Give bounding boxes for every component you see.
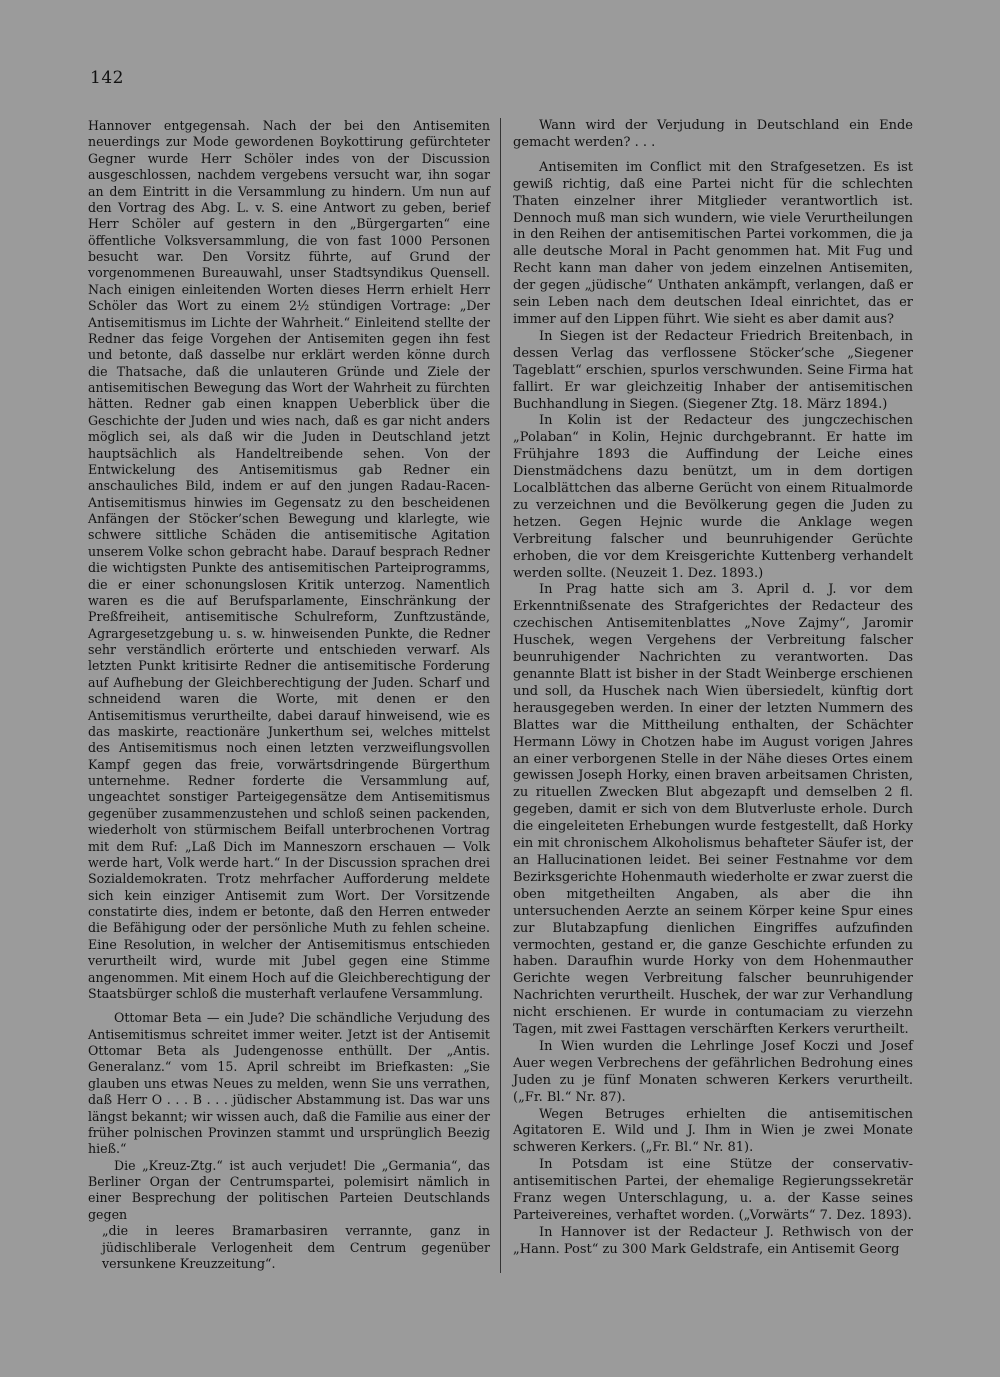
paragraph: Wann wird der Verjudung in Deutschland ein Ende gemacht werden? . . . [513,118,913,150]
right-column [513,118,913,1259]
paragraph: Antisemiten im Conflict mit den Strafgesetzen. Es ist gewiß richtig, daß eine Partei nicht für die schlechten Thaten einzelner ihrer Mitglieder verantwortlich ist. Dennoch muß man sich wundern, wie viele Verurtheilungen in den Reihen der antisemitischen Partei vorkommen, die ja alle deutsche Moral in Pacht genommen hat. Mit Fug und Recht kann man daher von jedem einzelnen Antisemiten, der gegen „jüdische“ Unthaten ankämpft, verlangen, daß er sein Leben nach dem deutschen Ideal einrichtet, das er immer auf den Lippen führt. Wie sieht es aber damit aus? [513,159,913,327]
paragraph: In Kolin ist der Redacteur des jungczechischen „Polaban“ in Kolin, Hejnic durchgebrannt. Er hatte im Frühjahre 1893 die Auffindung der Leiche eines Dienstmädchens dazu benützt, um in dem dortigen Localblättchen das alberne Gerücht von einem Ritualmorde zu verzeichnen und die Bevölkerung gegen die Juden zu hetzen. Gegen Hejnic wurde die Anklage wegen Verbreitung falscher und beunruhigender Gerüchte erhoben, die vor dem Kreisgerichte Kuttenberg verhandelt werden sollte. (Neuzeit 1. Dez. 1893.) [513,413,913,581]
paragraph: „die in leeres Bramarbasiren verrannte, ganz in jüdischliberale Verlogenheit dem Centrum gegenüber versunkene Kreuzzeitung“. [102,1223,490,1271]
paragraph: In Hannover ist der Redacteur J. Rethwisch von der „Hann. Post“ zu 300 Mark Geldstrafe, ein Antisemit Georg [513,1224,913,1257]
paragraph: Ottomar Beta — ein Jude? Die schändliche Verjudung des Antisemitismus schreitet immer weiter. Jetzt ist der Antisemit Ottomar Beta als Judengenosse enthüllt. Der „Antis. Generalanz.“ vom 15. April schreibt im Briefkasten: „Sie glauben uns etwas Neues zu melden, wenn Sie uns verrathen, daß Herr O . . . B . . . jüdischer Abstammung ist. Das war uns längst bekannt; wir wissen auch, daß die Familie aus einer der früher polnischen Provinzen stammt und ursprünglich Beezig hieß.“ [88,1010,490,1157]
paragraph: In Wien wurden die Lehrlinge Josef Koczi und Josef Auer wegen Verbrechens der gefährlichen Bedrohung eines Juden zu je fünf Monaten schweren Kerkers verurtheilt. („Fr. Bl.“ Nr. 87). [513,1038,913,1105]
paragraph: Hannover entgegensah. Nach der bei den Antisemiten neuerdings zur Mode gewordenen Boykottirung gefürchteter Gegner wurde Herr Schöler indes von der Discussion ausgeschlossen, nachdem vergebens versucht war, ihn sogar an dem Eintritt in die Versammlung zu hindern. Um nun auf den Vortrag des Abg. L. v. S. eine Antwort zu geben, berief Herr Schöler auf gestern in den „Bürgergarten“ eine öffentliche Volksversammlung, die von fast 1000 Personen besucht war. Den Vorsitz führte, auf Grund der vorgenommenen Bureauwahl, unser Stadtsyndikus Quensell. Nach einigen einleitenden Worten dieses Herrn erhielt Herr Schöler das Wort zu einem 2½ stündigen Vortrage: „Der Antisemitismus im Lichte der Wahrheit.“ Einleitend stellte der Redner das feige Vorgehen der Antisemiten gegen ihn fest und betonte, daß dasselbe nur erklärt werden könne durch die Thatsache, daß die unlauteren Gründe und Ziele der antisemitischen Bewegung das Wort der Wahrheit zu fürchten hätten. Redner gab einen knappen Ueberblick über die Geschichte der Juden und wies nach, daß es gar nicht anders möglich sei, als daß wir die Juden in Deutschland jetzt hauptsächlich als Handeltreibende sehen. Von der Entwickelung des Antisemitismus gab Redner ein anschauliches Bild, indem er auf den jungen Radau-Racen-Antisemitismus hinwies im Gegensatz zu den bescheidenen Anfängen der Stöcker’schen Bewegung und klarlegte, wie schwere sittliche Schäden die antisemitische Agitation unserem Volke schon gebracht habe. Darauf besprach Redner die wichtigsten Punkte des antisemitischen Parteiprogramms, die er einer schonungslosen Kritik unterzog. Namentlich waren es die auf Berufsparlamente, Einschränkung der Preßfreiheit, antisemitische Schulreform, Zunftzustände, Agrargesetzgebung u. s. w. hinweisenden Punkte, die Redner sehr verständlich erörterte und entschieden verwarf. Als letzten Punkt kritisirte Redner die antisemitische Forderung auf Aufhebung der Gleichberechtigung der Juden. Scharf und schneidend waren die Worte, mit denen er den Antisemitismus verurtheilte, dabei darauf hinweisend, wie es das maskirte, reactionäre Junkerthum sei, welches mittelst des Antisemitismus noch einen letzten verzweiflungsvollen Kampf gegen das freie, vorwärtsdringende Bürgerthum unternehme. Redner forderte die Versammlung auf, ungeachtet sonstiger Parteigegensätze dem Antisemitismus gegenüber zusammenzustehen und schloß seinen packenden, wiederholt von stürmischem Beifall unterbrochenen Vortrag mit dem Ruf: „Laß Dich im Manneszorn erschauen — Volk werde hart, Volk werde hart.“ In der Discussion sprachen drei Sozialdemokraten. Trotz mehrfacher Aufforderung meldete sich kein einziger Antisemit zum Wort. Der Vorsitzende constatirte dies, indem er betonte, daß den Herren entweder die Befähigung oder der persönliche Muth zu fehlen scheine. Eine Resolution, in welcher der Antisemitismus entschieden verurtheilt wird, wurde mit Jubel gegen eine Stimme angenommen. Mit einem Hoch auf die Gleichberechtigung der Staatsbürger schloß die musterhaft verlaufene Versammlung. [88,118,490,1001]
left-column [88,118,490,1272]
paragraph: In Potsdam ist eine Stütze der conservativ-antisemitischen Partei, der ehemalige Regierungssekretär Franz wegen Unterschlagung, u. a. der Kasse seines Parteivereines, verhaftet worden. („Vorwärts“ 7. Dez. 1893). [513,1157,913,1223]
paragraph: Wegen Betruges erhielten die antisemitischen Agitatoren E. Wild und J. Ihm in Wien je zwei Monate schweren Kerkers. („Fr. Bl.“ Nr. 81). [513,1106,913,1156]
column-divider [500,118,501,1273]
paragraph: In Prag hatte sich am 3. April d. J. vor dem Erkenntnißsenate des Strafgerichtes der Redacteur des czechischen Antisemitenblattes „Nove Zajmy“, Jaromir Huschek, wegen Vergehens der Verbreitung falscher beunruhigender Nachrichten zu verantworten. Das genannte Blatt ist bisher in der Stadt Weinberge erschienen und soll, da Huschek nach Wien übersiedelt, künftig dort herausgegeben werden. In einer der letzten Nummern des Blattes war die Mittheilung enthalten, der Schächter Hermann Löwy in Chotzen habe im August vorigen Jahres an einer verborgenen Stelle in der Nähe dieses Ortes einem gewissen Joseph Horky, einen braven arbeitsamen Christen, zu rituellen Zwecken Blut abgezapft und demselben 2 fl. gegeben, damit er sich von dem Blutverluste erhole. Durch die eingeleiteten Erhebungen wurde festgestellt, daß Horky ein mit chronischem Alkoholismus behafteter Säufer ist, der an Hallucinationen leidet. Bei seiner Festnahme vor dem Bezirksgerichte Hohenmauth wiederholte er zwar zuerst die oben mitgetheilten Angaben, als aber die ihn untersuchenden Aerzte an seinem Körper keine Spur eines zur Blutabzapfung dienlichen Eingriffes aufzufinden vermochten, gestand er, die ganze Geschichte erfunden zu haben. Daraufhin wurde Horky von dem Hohenmauther Gerichte wegen Verbreitung falscher beunruhigender Nachrichten verurtheilt. Huschek, der war zur Verhandlung nicht erschienen. Er wurde in contumaciam zu vierzehn Tagen, mit zwei Fasttagen verschärften Kerkers verurtheilt. [513,582,913,1038]
paragraph: In Siegen ist der Redacteur Friedrich Breitenbach, in dessen Verlag das verflossene Stöcker’sche „Siegener Tageblatt“ erschien, spurlos verschwunden. Seine Firma hat fallirt. Er war gleichzeitig Inhaber der antisemitischen Buchhandlung in Siegen. (Siegener Ztg. 18. März 1894.) [513,328,913,412]
paragraph: Die „Kreuz-Ztg.“ ist auch verjudet! Die „Germania“, das Berliner Organ der Centrumspartei, polemisirt nämlich in einer Besprechung der politischen Parteien Deutschlands gegen [88,1157,490,1222]
page-number: 142 [90,68,124,88]
